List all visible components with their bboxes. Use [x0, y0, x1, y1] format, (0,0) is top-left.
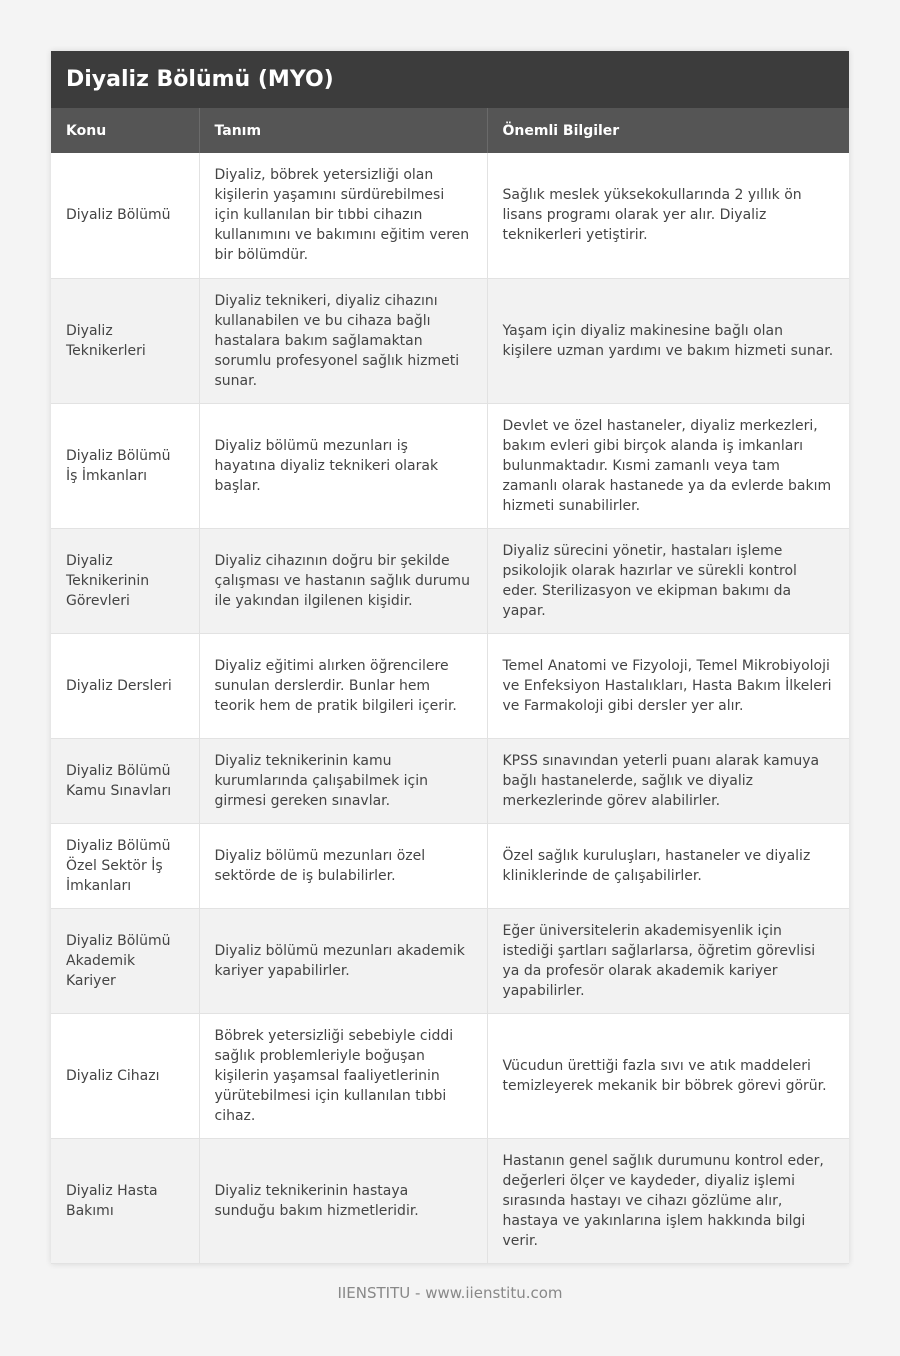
table-row — [51, 278, 849, 403]
cell-topic: Diyaliz Hasta Bakımı — [51, 1138, 199, 1263]
cell-info: Eğer üniversitelerin akademisyenlik için istediği şartları sağlarlarsa, öğretim görevlisi ya da profesör olarak akademik kariyer yapabilirler. — [487, 908, 849, 1013]
column-header-tanim: Tanım — [199, 108, 487, 153]
cell-topic: Diyaliz Teknikerleri — [51, 278, 199, 403]
table-row — [51, 633, 849, 738]
table-row — [51, 153, 849, 278]
cell-definition: Diyaliz bölümü mezunları akademik kariyer yapabilirler. — [199, 908, 487, 1013]
cell-topic: Diyaliz Cihazı — [51, 1013, 199, 1138]
cell-info: KPSS sınavından yeterli puanı alarak kamuya bağlı hastanelerde, sağlık ve diyaliz merkezlerinde görev alabilirler. — [487, 738, 849, 823]
cell-topic: Diyaliz Bölümü — [51, 153, 199, 278]
table-row — [51, 738, 849, 823]
cell-definition: Diyaliz, böbrek yetersizliği olan kişilerin yaşamını sürdürebilmesi için kullanılan bir tıbbi cihazın kullanımını ve bakımını eğitim veren bir bölümdür. — [199, 153, 487, 278]
cell-info: Vücudun ürettiği fazla sıvı ve atık maddeleri temizleyerek mekanik bir böbrek görevi görür. — [487, 1013, 849, 1138]
table-title: Diyaliz Bölümü (MYO) — [51, 51, 849, 108]
table-row — [51, 528, 849, 633]
footer-credit: IIENSTITU - www.iienstitu.com — [337, 1284, 563, 1302]
table-row — [51, 823, 849, 908]
cell-definition: Diyaliz teknikerinin kamu kurumlarında çalışabilmek için girmesi gereken sınavlar. — [199, 738, 487, 823]
cell-topic: Diyaliz Bölümü Özel Sektör İş İmkanları — [51, 823, 199, 908]
cell-definition: Diyaliz eğitimi alırken öğrencilere sunulan derslerdir. Bunlar hem teorik hem de pratik bilgileri içerir. — [199, 633, 487, 738]
column-header-onemli-bilgiler: Önemli Bilgiler — [487, 108, 849, 153]
cell-definition: Diyaliz bölümü mezunları iş hayatına diyaliz teknikeri olarak başlar. — [199, 403, 487, 528]
table-row — [51, 1138, 849, 1263]
cell-info: Hastanın genel sağlık durumunu kontrol eder, değerleri ölçer ve kaydeder, diyaliz işlemi sırasında hastayı ve cihazı gözlüme alır, hastaya ve yakınlarına işlem hakkında bilgi verir. — [487, 1138, 849, 1263]
cell-info: Özel sağlık kuruluşları, hastaneler ve diyaliz kliniklerinde de çalışabilirler. — [487, 823, 849, 908]
cell-definition: Diyaliz teknikeri, diyaliz cihazını kullanabilen ve bu cihaza bağlı hastalara bakım sağlamaktan sorumlu profesyonel sağlık hizmeti sunar. — [199, 278, 487, 403]
cell-definition: Diyaliz bölümü mezunları özel sektörde de iş bulabilirler. — [199, 823, 487, 908]
cell-definition: Böbrek yetersizliği sebebiyle ciddi sağlık problemleriyle boğuşan kişilerin yaşamsal faaliyetlerinin yürütebilmesi için kullanılan tıbbi cihaz. — [199, 1013, 487, 1138]
cell-topic: Diyaliz Dersleri — [51, 633, 199, 738]
cell-info: Yaşam için diyaliz makinesine bağlı olan kişilere uzman yardımı ve bakım hizmeti sunar. — [487, 278, 849, 403]
cell-info: Sağlık meslek yüksekokullarında 2 yıllık ön lisans programı olarak yer alır. Diyaliz teknikerleri yetiştirir. — [487, 153, 849, 278]
column-header-konu: Konu — [51, 108, 199, 153]
table-header — [51, 108, 849, 153]
table-row — [51, 1013, 849, 1138]
content-card — [51, 51, 849, 1264]
cell-topic: Diyaliz Bölümü Kamu Sınavları — [51, 738, 199, 823]
cell-info: Devlet ve özel hastaneler, diyaliz merkezleri, bakım evleri gibi birçok alanda iş imkanları bulunmaktadır. Kısmi zamanlı veya tam zamanlı olarak hastanede ya da evlerde bakım hizmeti sunabilirler. — [487, 403, 849, 528]
cell-info: Temel Anatomi ve Fizyoloji, Temel Mikrobiyoloji ve Enfeksiyon Hastalıkları, Hasta Bakım İlkeleri ve Farmakoloji gibi dersler yer alır. — [487, 633, 849, 738]
cell-topic: Diyaliz Bölümü Akademik Kariyer — [51, 908, 199, 1013]
table-body — [51, 153, 849, 1263]
cell-definition: Diyaliz cihazının doğru bir şekilde çalışması ve hastanın sağlık durumu ile yakından ilgilenen kişidir. — [199, 528, 487, 633]
cell-info: Diyaliz sürecini yönetir, hastaları işleme psikolojik olarak hazırlar ve sürekli kontrol eder. Sterilizasyon ve ekipman bakımı da yapar. — [487, 528, 849, 633]
table-row — [51, 908, 849, 1013]
cell-topic: Diyaliz Bölümü İş İmkanları — [51, 403, 199, 528]
cell-definition: Diyaliz teknikerinin hastaya sunduğu bakım hizmetleridir. — [199, 1138, 487, 1263]
cell-topic: Diyaliz Teknikerinin Görevleri — [51, 528, 199, 633]
info-table — [51, 108, 849, 1264]
table-row — [51, 403, 849, 528]
